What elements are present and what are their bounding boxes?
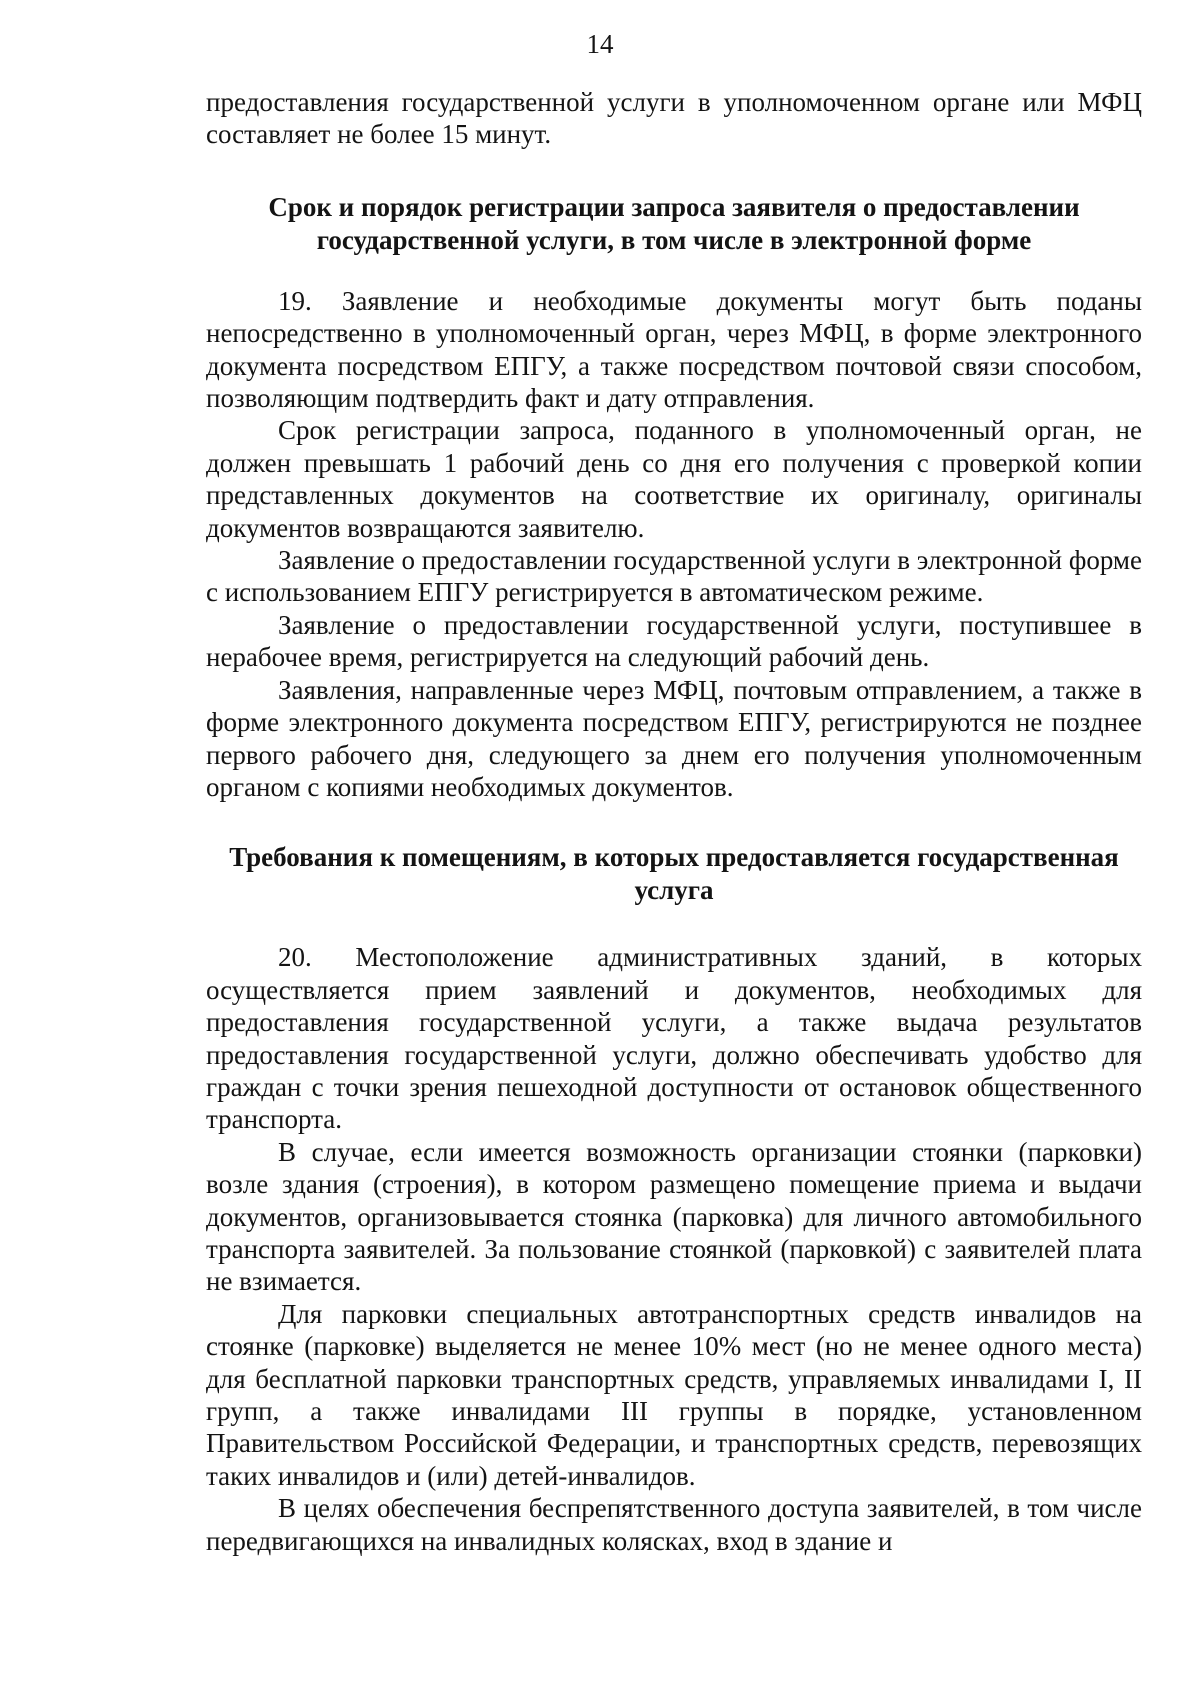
paragraph-nonworking-time: Заявление о предоставлении государственной услуги, поступившее в нерабочее время, регистрируется на следующий рабочий день. (206, 609, 1142, 673)
paragraph-20: 20. Местоположение административных зданий, в которых осуществляется прием заявлений и документов, необходимых для предоставления государственной услуги, а также выдача результатов предоставления государственной услуги, должно обеспечивать удобство для граждан с точки зрения пешеходной доступности от остановок общественного транспорта. (206, 942, 1142, 1135)
paragraph-accessibility: В целях обеспечения беспрепятственного доступа заявителей, в том числе передвигающихся на инвалидных колясках, вход в здание и (206, 1493, 1142, 1556)
page-number: 14 (586, 29, 614, 59)
paragraph-mfc-post-registration: Заявления, направленные через МФЦ, почтовым отправлением, а также в форме электронного документа посредством ЕПГУ, регистрируются не позднее первого рабочего дня, следующего за днем его получения уполномоченным органом с копиями необходимых документов. (206, 674, 1142, 802)
paragraph-disabled-parking: Для парковки специальных автотранспортных средств инвалидов на стоянке (парковке) выделяется не менее 10% мест (но не менее одного места) для бесплатной парковки транспортных средств, управляемых инвалидами I, II групп, а также инвалидами III группы в порядке, установленном Правительством Российской Федерации, и транспортных средств, перевозящих таких инвалидов и (или) детей-инвалидов. (206, 1298, 1142, 1491)
paragraph-parking: В случае, если имеется возможность организации стоянки (парковки) возле здания (строения), в котором размещено помещение приема и выдачи документов, организовывается стоянка (парковка) для личного автомобильного транспорта заявителей. За пользование стоянкой (парковкой) с заявителей плата не взимается. (206, 1136, 1142, 1297)
paragraph-registration-term: Срок регистрации запроса, поданного в уполномоченный орган, не должен превышать 1 рабочий день со дня его получения с проверкой копии представленных документов на соответствие их оригиналу, оригиналы документов возвращаются заявителю. (206, 415, 1142, 543)
section-heading-registration: Срок и порядок регистрации запроса заявителя о предоставлении государственной услуги, в том числе в электронной форме (268, 191, 1080, 255)
document-body (206, 86, 1142, 1557)
section-heading-premises: Требования к помещениям, в которых предоставляется государственная услуга (229, 842, 1119, 906)
paragraph-electronic-registration: Заявление о предоставлении государственной услуги в электронной форме с использованием ЕПГУ регистрируется в автоматическом режиме. (206, 545, 1142, 608)
continuation-paragraph: предоставления государственной услуги в уполномоченном органе или МФЦ составляет не более 15 минут. (206, 87, 1142, 150)
paragraph-19: 19. Заявление и необходимые документы могут быть поданы непосредственно в уполномоченный орган, через МФЦ, в форме электронного документа посредством ЕПГУ, а также посредством почтовой связи способом, позволяющим подтвердить факт и дату отправления. (206, 285, 1142, 414)
